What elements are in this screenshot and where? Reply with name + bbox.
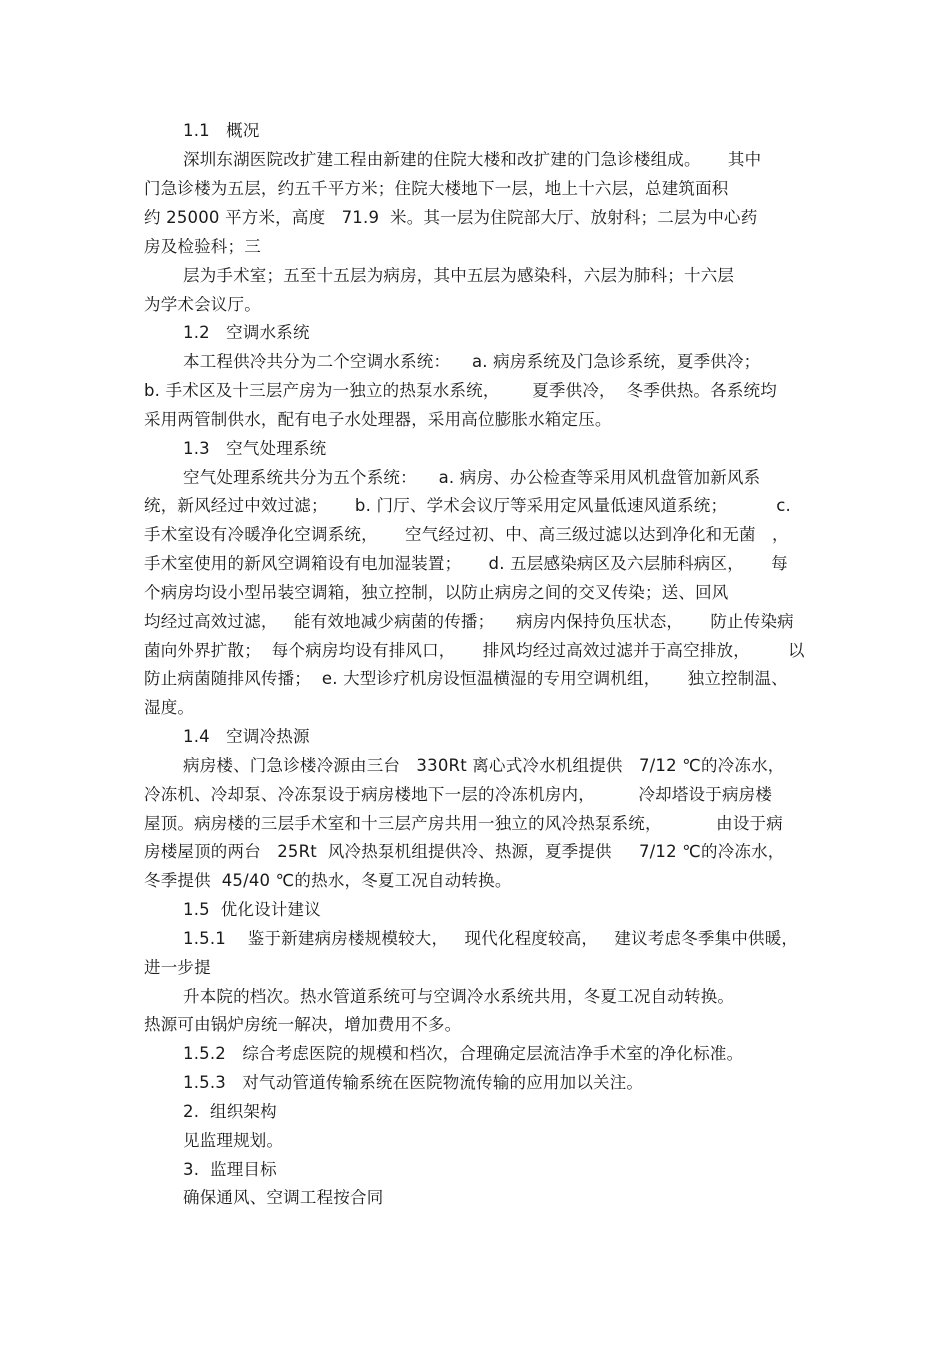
paragraph-line: 门急诊楼为五层，约五千平方米；住院大楼地下一层，地上十六层，总建筑面积	[144, 179, 729, 198]
paragraph-line: 深圳东湖医院改扩建工程由新建的住院大楼和改扩建的门急诊楼组成。 其中	[183, 150, 762, 169]
paragraph-line: 个病房均设小型吊装空调箱，独立控制，以防止病房之间的交叉传染；送、回风	[144, 583, 729, 602]
paragraph-line: 均经过高效过滤， 能有效地减少病菌的传播； 病房内保持负压状态， 防止传染病	[144, 612, 794, 631]
paragraph-line: 1.5.3 对气动管道传输系统在医院物流传输的应用加以关注。	[183, 1073, 644, 1092]
paragraph-line: 冬季提供 45/40 ℃的热水，冬夏工况自动转换。	[144, 871, 512, 890]
paragraph-line: 升本院的档次。热水管道系统可与空调冷水系统共用，冬夏工况自动转换。	[183, 987, 735, 1006]
heading-1-2: 1.2 空调水系统	[183, 323, 310, 342]
paragraph-line: 统，新风经过中效过滤； b. 门厅、学术会议厅等采用定风量低速风道系统； c.	[144, 496, 791, 515]
paragraph-line: 房及检验科；三	[144, 237, 261, 256]
heading-1-5: 1.5 优化设计建议	[183, 900, 321, 919]
paragraph-line: 病房楼、门急诊楼冷源由三台 330Rt 离心式冷水机组提供 7/12 ℃的冷冻水，	[183, 756, 785, 775]
paragraph-line: 菌向外界扩散； 每个病房均设有排风口， 排风均经过高效过滤并于高空排放， 以	[144, 641, 805, 660]
paragraph-line: 约 25000 平方米，高度 71.9 米。其一层为住院部大厅、放射科；二层为中心药	[144, 208, 758, 227]
paragraph-line: 湿度。	[144, 698, 195, 717]
paragraph-line: 采用两管制供水，配有电子水处理器，采用高位膨胀水箱定压。	[144, 410, 612, 429]
paragraph-line: 确保通风、空调工程按合同	[183, 1188, 384, 1207]
heading-1-4: 1.4 空调冷热源	[183, 727, 310, 746]
paragraph-line: b. 手术区及十三层产房为一独立的热泵水系统， 夏季供冷， 冬季供热。各系统均	[144, 381, 777, 400]
paragraph-line: 房楼屋顶的两台 25Rt 风冷热泵机组提供冷、热源，夏季提供 7/12 ℃的冷冻水，	[144, 842, 785, 861]
paragraph-line: 层为手术室；五至十五层为病房，其中五层为感染科，六层为肺科；十六层	[183, 266, 735, 285]
paragraph-line: 为学术会议厅。	[144, 295, 261, 314]
paragraph-line: 手术室使用的新风空调箱设有电加湿装置； d. 五层感染病区及六层肺科病区， 每	[144, 554, 788, 573]
paragraph-line: 见监理规划。	[183, 1131, 284, 1150]
paragraph-line: 空气处理系统共分为五个系统： a. 病房、办公检查等采用风机盘管加新风系	[183, 468, 761, 487]
paragraph-line: 本工程供冷共分为二个空调水系统： a. 病房系统及门急诊系统，夏季供冷；	[183, 352, 761, 371]
heading-3: 3. 监理目标	[183, 1160, 277, 1179]
heading-1-3: 1.3 空气处理系统	[183, 439, 327, 458]
paragraph-line: 手术室设有冷暖净化空调系统， 空气经过初、中、高三级过滤以达到净化和无菌 ，	[144, 525, 789, 544]
paragraph-line: 冷冻机、冷却泵、冷冻泵设于病房楼地下一层的冷冻机房内， 冷却塔设于病房楼	[144, 785, 773, 804]
paragraph-line: 1.5.1 鉴于新建病房楼规模较大， 现代化程度较高， 建议考虑冬季集中供暖，	[183, 929, 799, 948]
paragraph-line: 进一步提	[144, 958, 211, 977]
paragraph-line: 热源可由锅炉房统一解决，增加费用不多。	[144, 1015, 462, 1034]
heading-2: 2. 组织架构	[183, 1102, 277, 1121]
heading-1-1: 1.1 概况	[183, 121, 260, 140]
paragraph-line: 1.5.2 综合考虑医院的规模和档次，合理确定层流洁净手术室的净化标准。	[183, 1044, 744, 1063]
paragraph-line: 屋顶。病房楼的三层手术室和十三层产房共用一独立的风冷热泵系统， 由设于病	[144, 814, 783, 833]
paragraph-line: 防止病菌随排风传播； e. 大型诊疗机房设恒温横湿的专用空调机组， 独立控制温、	[144, 669, 788, 688]
